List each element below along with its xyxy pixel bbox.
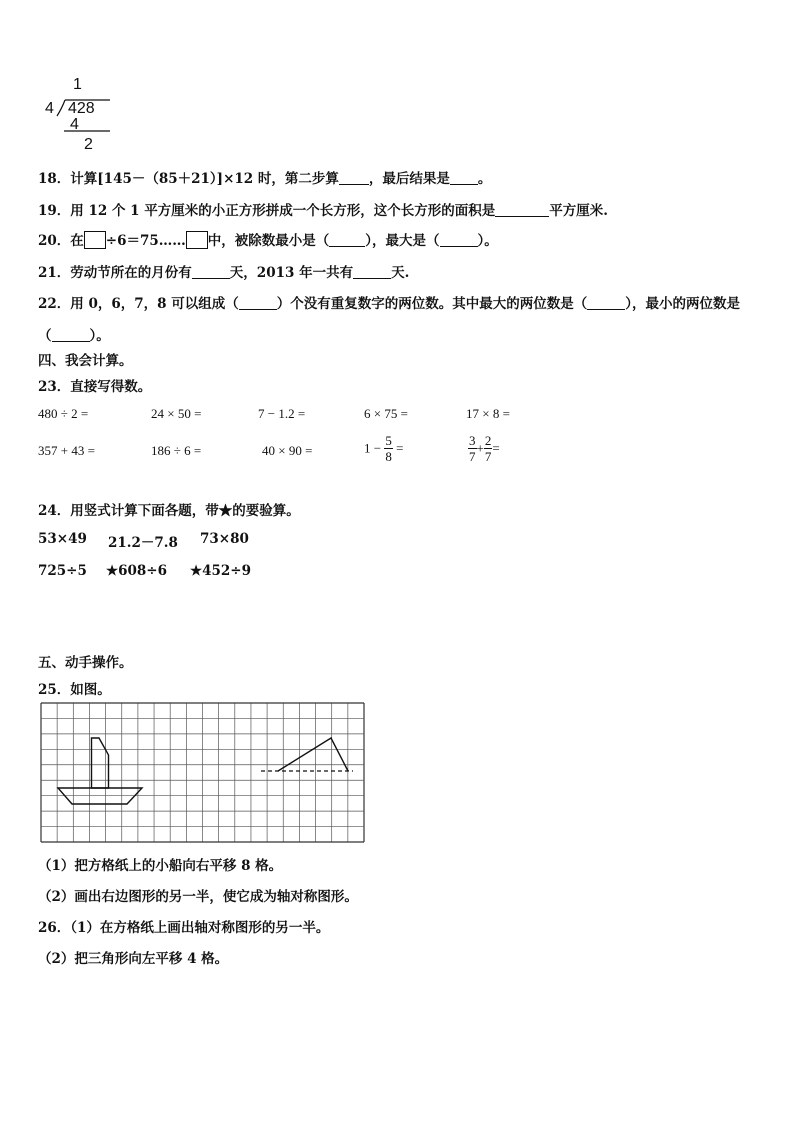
- fraction-numerator: 2: [484, 433, 492, 448]
- q23-item-3: 7 − 1.2 =: [258, 406, 306, 421]
- q23-item-1: 480 ÷ 2 =: [38, 406, 89, 421]
- question-18: [38, 167, 491, 187]
- division-remainder: 2: [84, 136, 93, 153]
- q26-sub-2: （2）把三角形向左平移 4 格。: [38, 951, 229, 967]
- fraction-3-7: [468, 433, 477, 464]
- section-4-heading: 四、我会计算。: [38, 353, 133, 369]
- q21-blank-2[interactable]: [353, 265, 391, 279]
- q20-text-b: ÷6＝75……: [105, 233, 186, 249]
- q21-text-b: 天，2013 年一共有: [229, 265, 354, 281]
- q20-text-a: 20．在: [38, 233, 84, 249]
- q18-blank-2[interactable]: [450, 171, 478, 185]
- q19-text-a: 19．用 12 个 1 平方厘米的小正方形拼成一个长方形，这个长方形的面积是: [38, 203, 496, 219]
- fraction-denominator: 7: [484, 449, 492, 464]
- q22-line1-a: 22．用 0，6，7，8 可以组成（: [38, 296, 239, 312]
- q25-sub-2: （2）画出右边图形的另一半，使它成为轴对称图形。: [38, 889, 358, 905]
- grid-figure: [40, 702, 366, 844]
- half-triangle-shape[interactable]: [261, 738, 353, 771]
- section-5-heading: 五、动手操作。: [38, 655, 133, 671]
- q25-sub-1: （1）把方格纸上的小船向右平移 8 格。: [38, 858, 283, 874]
- q20-box-remainder[interactable]: [186, 231, 208, 249]
- q20-blank-min[interactable]: [329, 233, 365, 247]
- q24-item-2: 21.2－7.8: [108, 535, 178, 551]
- q23-title: 23．直接写得数。: [38, 379, 152, 395]
- q23-item-9-prefix: 1 −: [364, 440, 382, 456]
- division-product: 4: [70, 116, 79, 133]
- q23-item-10: [468, 433, 500, 464]
- q24-item-6: ★452÷9: [190, 563, 251, 579]
- question-22-line2: [38, 324, 110, 344]
- q23-item-4: 6 × 75 =: [364, 406, 408, 421]
- boat-shape[interactable]: [58, 738, 142, 804]
- q20-blank-max[interactable]: [440, 233, 478, 247]
- plus-sign: +: [476, 440, 484, 456]
- q19-blank[interactable]: [495, 203, 549, 217]
- q20-text-d: ），最大是（: [365, 233, 440, 249]
- grid-paper: [40, 702, 366, 844]
- q22-line1-b: ）个没有重复数字的两位数。其中最大的两位数是（: [276, 296, 588, 312]
- q18-text-c: 。: [477, 171, 492, 187]
- q24-title: 24．用竖式计算下面各题，带★的要验算。: [38, 503, 300, 519]
- q21-text-a: 21．劳动节所在的月份有: [38, 265, 192, 281]
- q24-item-3: 73×80: [200, 531, 249, 547]
- q22-line2-a: （: [38, 328, 52, 344]
- division-quotient: 1: [73, 76, 82, 93]
- q21-blank-1[interactable]: [192, 265, 230, 279]
- half-triangle: [278, 738, 348, 771]
- q20-text-e: ）。: [477, 233, 498, 249]
- q21-text-c: 天.: [391, 265, 410, 281]
- q24-item-1: 53×49: [38, 531, 87, 547]
- grid-lines: [41, 703, 364, 842]
- q18-text-b: ，最后结果是: [368, 171, 450, 187]
- q24-item-4: 725÷5: [38, 563, 87, 579]
- q19-text-b: 平方厘米.: [549, 203, 608, 219]
- q22-blank-count[interactable]: [239, 296, 277, 310]
- q22-line2-b: ）。: [89, 328, 110, 344]
- division-dividend: 428: [68, 100, 95, 117]
- q20-text-c: 中，被除数最小是（: [207, 233, 330, 249]
- q23-item-5: 17 × 8 =: [466, 406, 510, 421]
- q23-item-7: 186 ÷ 6 =: [151, 443, 202, 458]
- fraction-denominator: 8: [385, 449, 392, 464]
- fraction-denominator: 7: [469, 449, 476, 464]
- q26-sub-1: 26．（1）在方格纸上画出轴对称图形的另一半。: [38, 920, 330, 936]
- q22-blank-max[interactable]: [587, 296, 625, 310]
- q25-title: 25．如图。: [38, 682, 111, 698]
- fraction-5-8: [384, 433, 393, 464]
- q18-blank-1[interactable]: [339, 171, 369, 185]
- q20-box-dividend[interactable]: [84, 231, 106, 249]
- question-22: [38, 292, 740, 312]
- question-20: [38, 229, 498, 249]
- q22-line1-c: ），最小的两位数是: [625, 296, 741, 312]
- fraction-numerator: 3: [469, 433, 476, 448]
- division-divisor: 4: [45, 100, 54, 117]
- fraction-numerator: 5: [385, 433, 392, 448]
- q22-blank-min[interactable]: [52, 328, 90, 342]
- long-division-figure: [38, 74, 118, 158]
- q23-item-2: 24 × 50 =: [151, 406, 202, 421]
- q23-item-6: 357 + 43 =: [38, 443, 95, 458]
- question-21: [38, 261, 409, 281]
- equals-sign: =: [492, 440, 500, 456]
- q23-item-8: 40 × 90 =: [262, 443, 313, 458]
- q24-item-5: ★608÷6: [106, 563, 167, 579]
- q23-item-9: [364, 433, 403, 464]
- question-19: [38, 199, 608, 219]
- q18-text-a: 18．计算[145－（85＋21）]×12 时，第二步算: [38, 171, 339, 187]
- q23-item-9-suffix: =: [396, 440, 404, 456]
